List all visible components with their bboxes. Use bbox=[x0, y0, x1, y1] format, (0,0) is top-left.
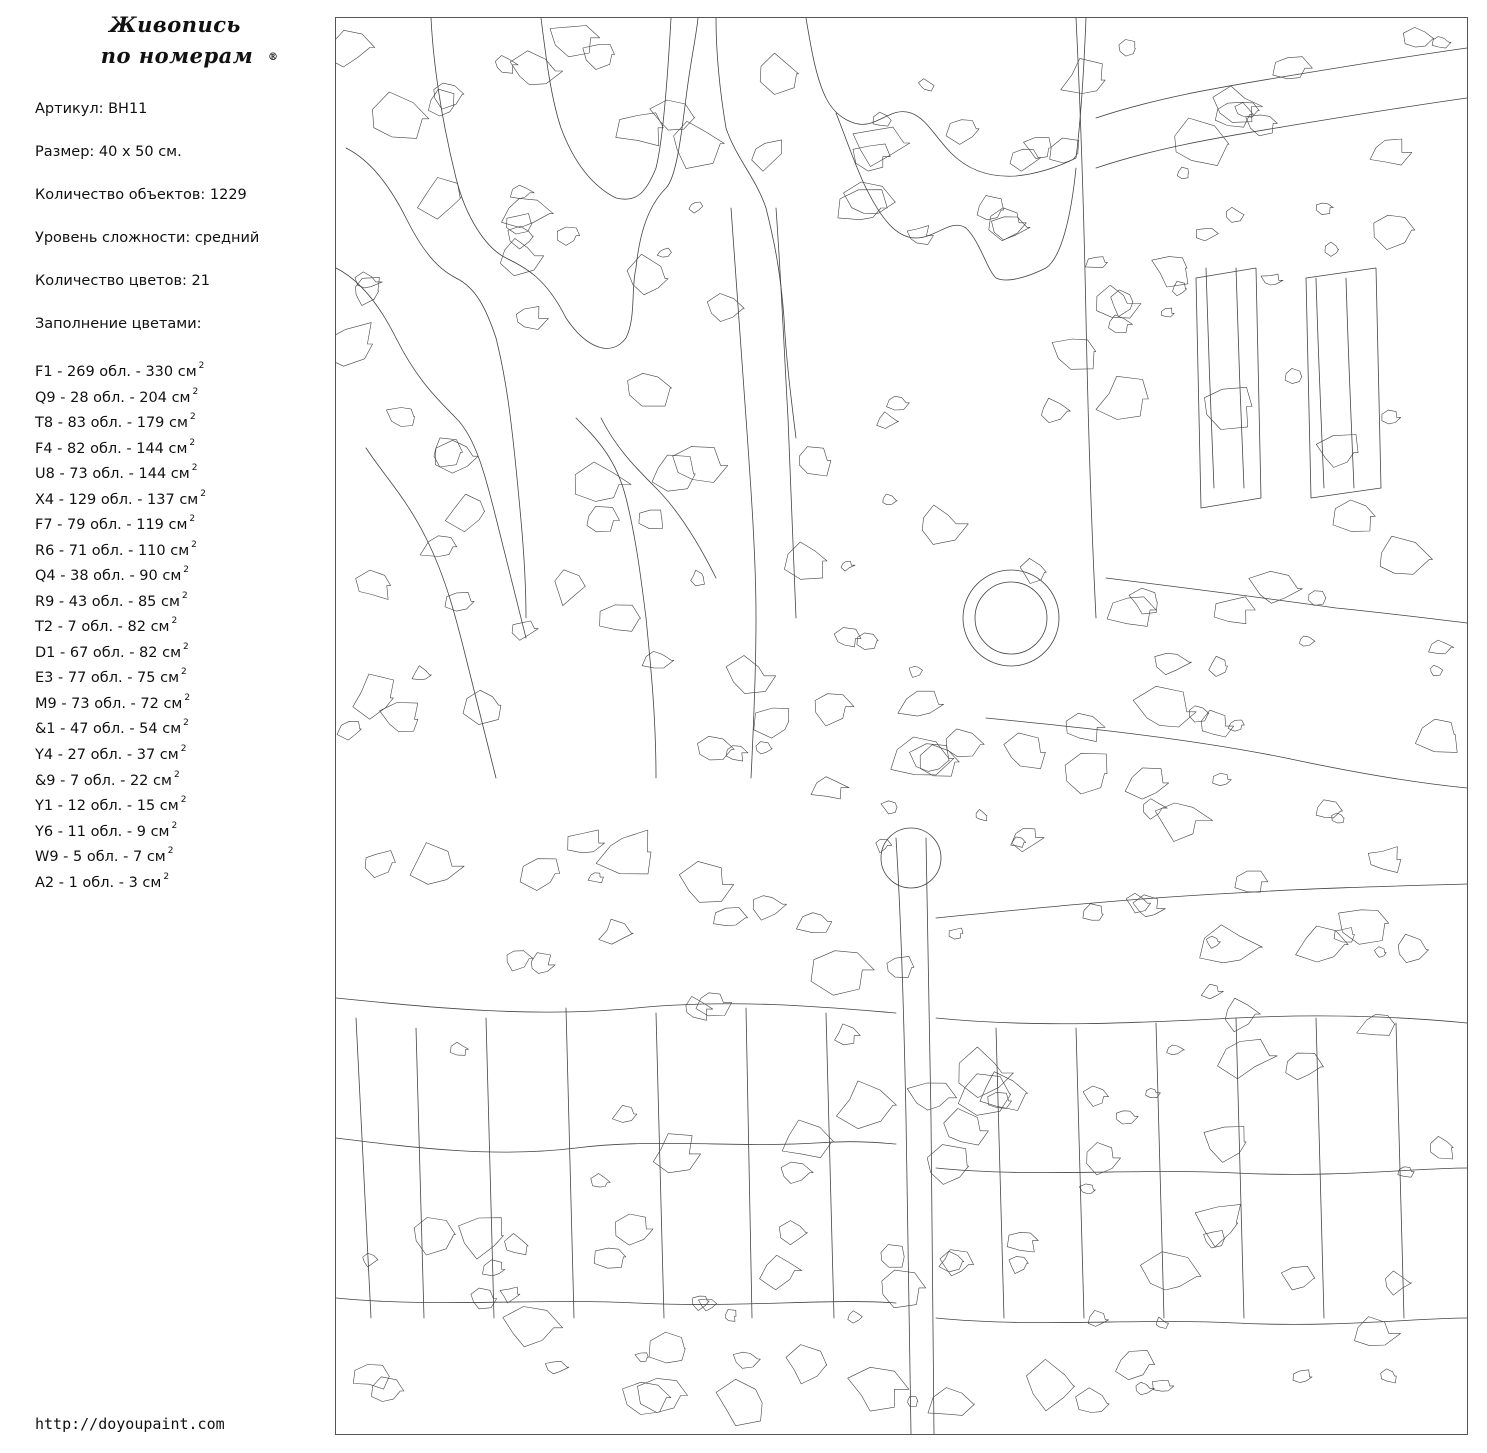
product-info bbox=[35, 100, 259, 358]
legend-row bbox=[35, 486, 206, 512]
legend-row-unit-power: 2 bbox=[171, 616, 178, 627]
legend-row-unit-power: 2 bbox=[198, 361, 205, 371]
legend-row-unit-power: 2 bbox=[171, 820, 178, 831]
color-legend bbox=[35, 358, 206, 894]
legend-row bbox=[35, 537, 206, 563]
legend-row bbox=[35, 562, 206, 588]
legend-row-text: F7 - 79 обл. - 119 см bbox=[35, 517, 188, 534]
website-link[interactable]: http://doyoupaint.com bbox=[35, 1415, 225, 1433]
legend-row bbox=[35, 409, 206, 435]
legend-row-unit-power: 2 bbox=[181, 590, 188, 601]
legend-row bbox=[35, 460, 206, 486]
size-text: Размер: 40 х 50 см. bbox=[35, 144, 182, 160]
legend-row bbox=[35, 664, 206, 690]
legend-row-unit-power: 2 bbox=[191, 463, 198, 474]
legend-row bbox=[35, 715, 206, 741]
legend-row bbox=[35, 843, 206, 869]
legend-row-unit-power: 2 bbox=[189, 514, 196, 525]
legend-row-text: M9 - 73 обл. - 72 см bbox=[35, 695, 183, 712]
legend-row bbox=[35, 588, 206, 614]
legend-row-text: &9 - 7 обл. - 22 см bbox=[35, 772, 172, 789]
legend-row-unit-power: 2 bbox=[189, 437, 196, 448]
legend-row-unit-power: 2 bbox=[167, 846, 174, 857]
legend-row bbox=[35, 358, 206, 384]
objects-count-text: Количество объектов: 1229 bbox=[35, 187, 247, 203]
coloring-canvas bbox=[335, 17, 1468, 1435]
legend-row-text: F4 - 82 обл. - 144 см bbox=[35, 440, 188, 457]
legend-row-unit-power: 2 bbox=[183, 565, 189, 576]
fill-title: Заполнение цветами: bbox=[35, 316, 202, 332]
legend-row-unit-power: 2 bbox=[189, 412, 196, 423]
legend-row-text: W9 - 5 обл. - 7 см bbox=[35, 848, 166, 865]
legend-row-text: A2 - 1 обл. - 3 см bbox=[35, 874, 162, 891]
legend-row bbox=[35, 818, 206, 844]
legend-row-unit-power: 2 bbox=[192, 386, 199, 397]
legend-row-text: E3 - 77 обл. - 75 см bbox=[35, 670, 180, 687]
article-text: Артикул: BH11 bbox=[35, 101, 148, 117]
legend-row-text: T2 - 7 обл. - 82 см bbox=[35, 619, 170, 636]
legend-row bbox=[35, 511, 206, 537]
legend-row bbox=[35, 869, 206, 895]
legend-row-text: &1 - 47 обл. - 54 см bbox=[35, 721, 182, 738]
registered-mark: ® bbox=[268, 52, 279, 63]
legend-row-text: T8 - 83 обл. - 179 см bbox=[35, 414, 188, 431]
logo-line-1: Живопись bbox=[109, 12, 241, 37]
legend-row-text: Y4 - 27 обл. - 37 см bbox=[35, 746, 179, 763]
legend-row-text: D1 - 67 обл. - 82 см bbox=[35, 644, 182, 661]
legend-row-text: Q4 - 38 обл. - 90 см bbox=[35, 568, 182, 585]
legend-row-text: R9 - 43 обл. - 85 см bbox=[35, 593, 180, 610]
legend-row-text: Y6 - 11 обл. - 9 см bbox=[35, 823, 170, 840]
legend-row-unit-power: 2 bbox=[183, 641, 189, 652]
legend-row-unit-power: 2 bbox=[180, 795, 187, 806]
legend-row-unit-power: 2 bbox=[191, 539, 197, 550]
legend-row-unit-power: 2 bbox=[163, 871, 170, 882]
legend-row bbox=[35, 690, 206, 716]
legend-row-unit-power: 2 bbox=[183, 718, 189, 729]
difficulty-text: Уровень сложности: средний bbox=[35, 230, 260, 246]
legend-row-unit-power: 2 bbox=[173, 769, 180, 780]
legend-row bbox=[35, 741, 206, 767]
logo-line-2: по номерам bbox=[100, 43, 254, 68]
legend-row bbox=[35, 767, 206, 793]
legend-row-unit-power: 2 bbox=[180, 743, 187, 754]
line-art-drawing bbox=[336, 18, 1467, 1434]
legend-row-text: Y1 - 12 обл. - 15 см bbox=[35, 797, 179, 814]
legend-row-unit-power: 2 bbox=[184, 692, 191, 703]
legend-row bbox=[35, 384, 206, 410]
legend-row bbox=[35, 792, 206, 818]
legend-row-text: R6 - 71 обл. - 110 см bbox=[35, 542, 190, 559]
legend-row-unit-power: 2 bbox=[200, 488, 206, 499]
legend-row bbox=[35, 639, 206, 665]
colors-count-text: Количество цветов: 21 bbox=[35, 273, 210, 289]
legend-row-text: Q9 - 28 обл. - 204 см bbox=[35, 389, 191, 406]
legend-row-text: F1 - 269 обл. - 330 см bbox=[35, 363, 197, 380]
brand-logo bbox=[90, 12, 290, 68]
legend-row-text: U8 - 73 обл. - 144 см bbox=[35, 465, 190, 482]
legend-row-unit-power: 2 bbox=[181, 667, 187, 678]
legend-row-text: X4 - 129 обл. - 137 см bbox=[35, 491, 199, 508]
legend-row bbox=[35, 435, 206, 461]
legend-row bbox=[35, 613, 206, 639]
